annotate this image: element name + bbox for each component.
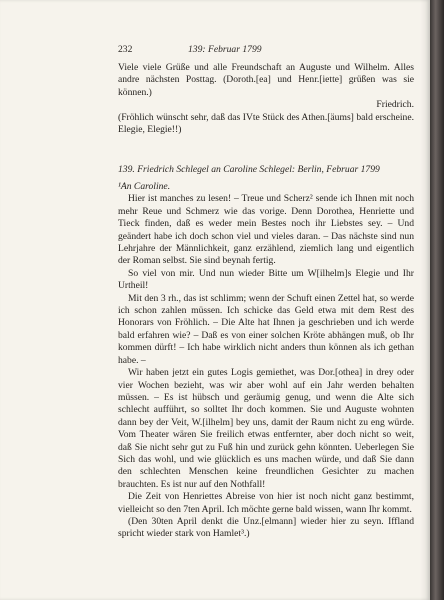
page-number: 232: [118, 44, 133, 55]
previous-letter-ending: [118, 62, 414, 136]
postscript: (Fröhlich wünscht sehr, daß das IVte Stück des Athen.[äums] bald erscheine. Elegie, Elegie!!): [118, 111, 414, 136]
paragraph: Mit den 3 rh., das ist schlimm; wenn der Schuft einen Zettel hat, so werde ich schon zahlen müssen. Ich schicke das Geld etwa mit dem Rest des Honorars von Fröhlich. – Die Alte hat Ihnen ja geschrieben und ich werde bald erfahren wie? – Daß es von einer solchen Kröte abhängen muß, ob Ihr kommen dürft! – Ich habe wirklich nicht anders thun können als ich gethan habe. –: [118, 292, 414, 366]
running-head: 139: Februar 1799: [188, 44, 262, 55]
letter-body: [118, 181, 414, 541]
book-spine-edge: [430, 0, 444, 600]
signature: Friedrich.: [376, 99, 414, 111]
paragraph: Wir haben jetzt ein gutes Logis gemiethet, was Dor.[othea] in drey oder vier Wochen bezieht, was wir aber wohl auf ein Jahr werden behalten müssen. – Es ist hübsch und geräumig genug, und wenn die Alte sich schlecht aufführt, so solltet Ihr doch kommen. Sie und Auguste wohnten dann bey der Veit, W.[ilhelm] bey uns, damit der Raum nicht zu eng würde. Vom Theater wären Sie freilich etwas entfernter, aber doch nicht so weit, daß Sie nicht sehr gut zu Fuß hin und zurück gehn könnten. Ueberlegen Sie Sich das wohl, und wie glücklich es uns machen würde, und daß Sie dann den schlechten Menschen keine freundlichen Gesichter zu machen brauchten. Es ist nur auf den Nothfall!: [118, 367, 414, 490]
paragraph: Die Zeit von Henriettes Abreise von hier ist noch nicht ganz bestimmt, vielleicht so den 7ten April. Ich möchte gerne bald wissen, wann Ihr kommt.: [118, 491, 414, 515]
page-header: [118, 44, 308, 58]
page-edge-shadow: [420, 0, 430, 600]
salutation: ¹An Caroline.: [118, 181, 171, 192]
letter-heading: 139. Friedrich Schlegel an Caroline Schlegel: Berlin, Februar 1799: [118, 164, 380, 175]
paragraph: So viel von mir. Und nun wieder Bitte um W[ilhelm]s Elegie und Ihr Urtheil!: [118, 267, 414, 292]
paragraph: Hier ist manches zu lesen! – Treue und Scherz² sende ich Ihnen mit noch mehr Reue und Schmerz wie das vorige. Denn Dorothea, Henriette und Tieck finden, daß es weder mein Bestes noch ihr Liebstes sey. – Und geändert habe ich doch schon viel und vieles daran. – Das nächste sind nun Lehrjahre der Männlichkeit, ganz erzählend, ziemlich lang und eigentlich der Roman selbst. Sie sind beynah fertig.: [118, 193, 414, 267]
paragraph: (Den 30ten April denkt die Unz.[elmann] wieder hier zu seyn. Iffland spricht wieder stark von Hamlet³.): [118, 515, 414, 540]
closing-paragraph: Viele viele Grüße und alle Freundschaft an Auguste und Wilhelm. Alles andre nächsten Posttag. (Doroth.[ea] und Henr.[iette] grüßen was sie können.): [118, 62, 414, 98]
